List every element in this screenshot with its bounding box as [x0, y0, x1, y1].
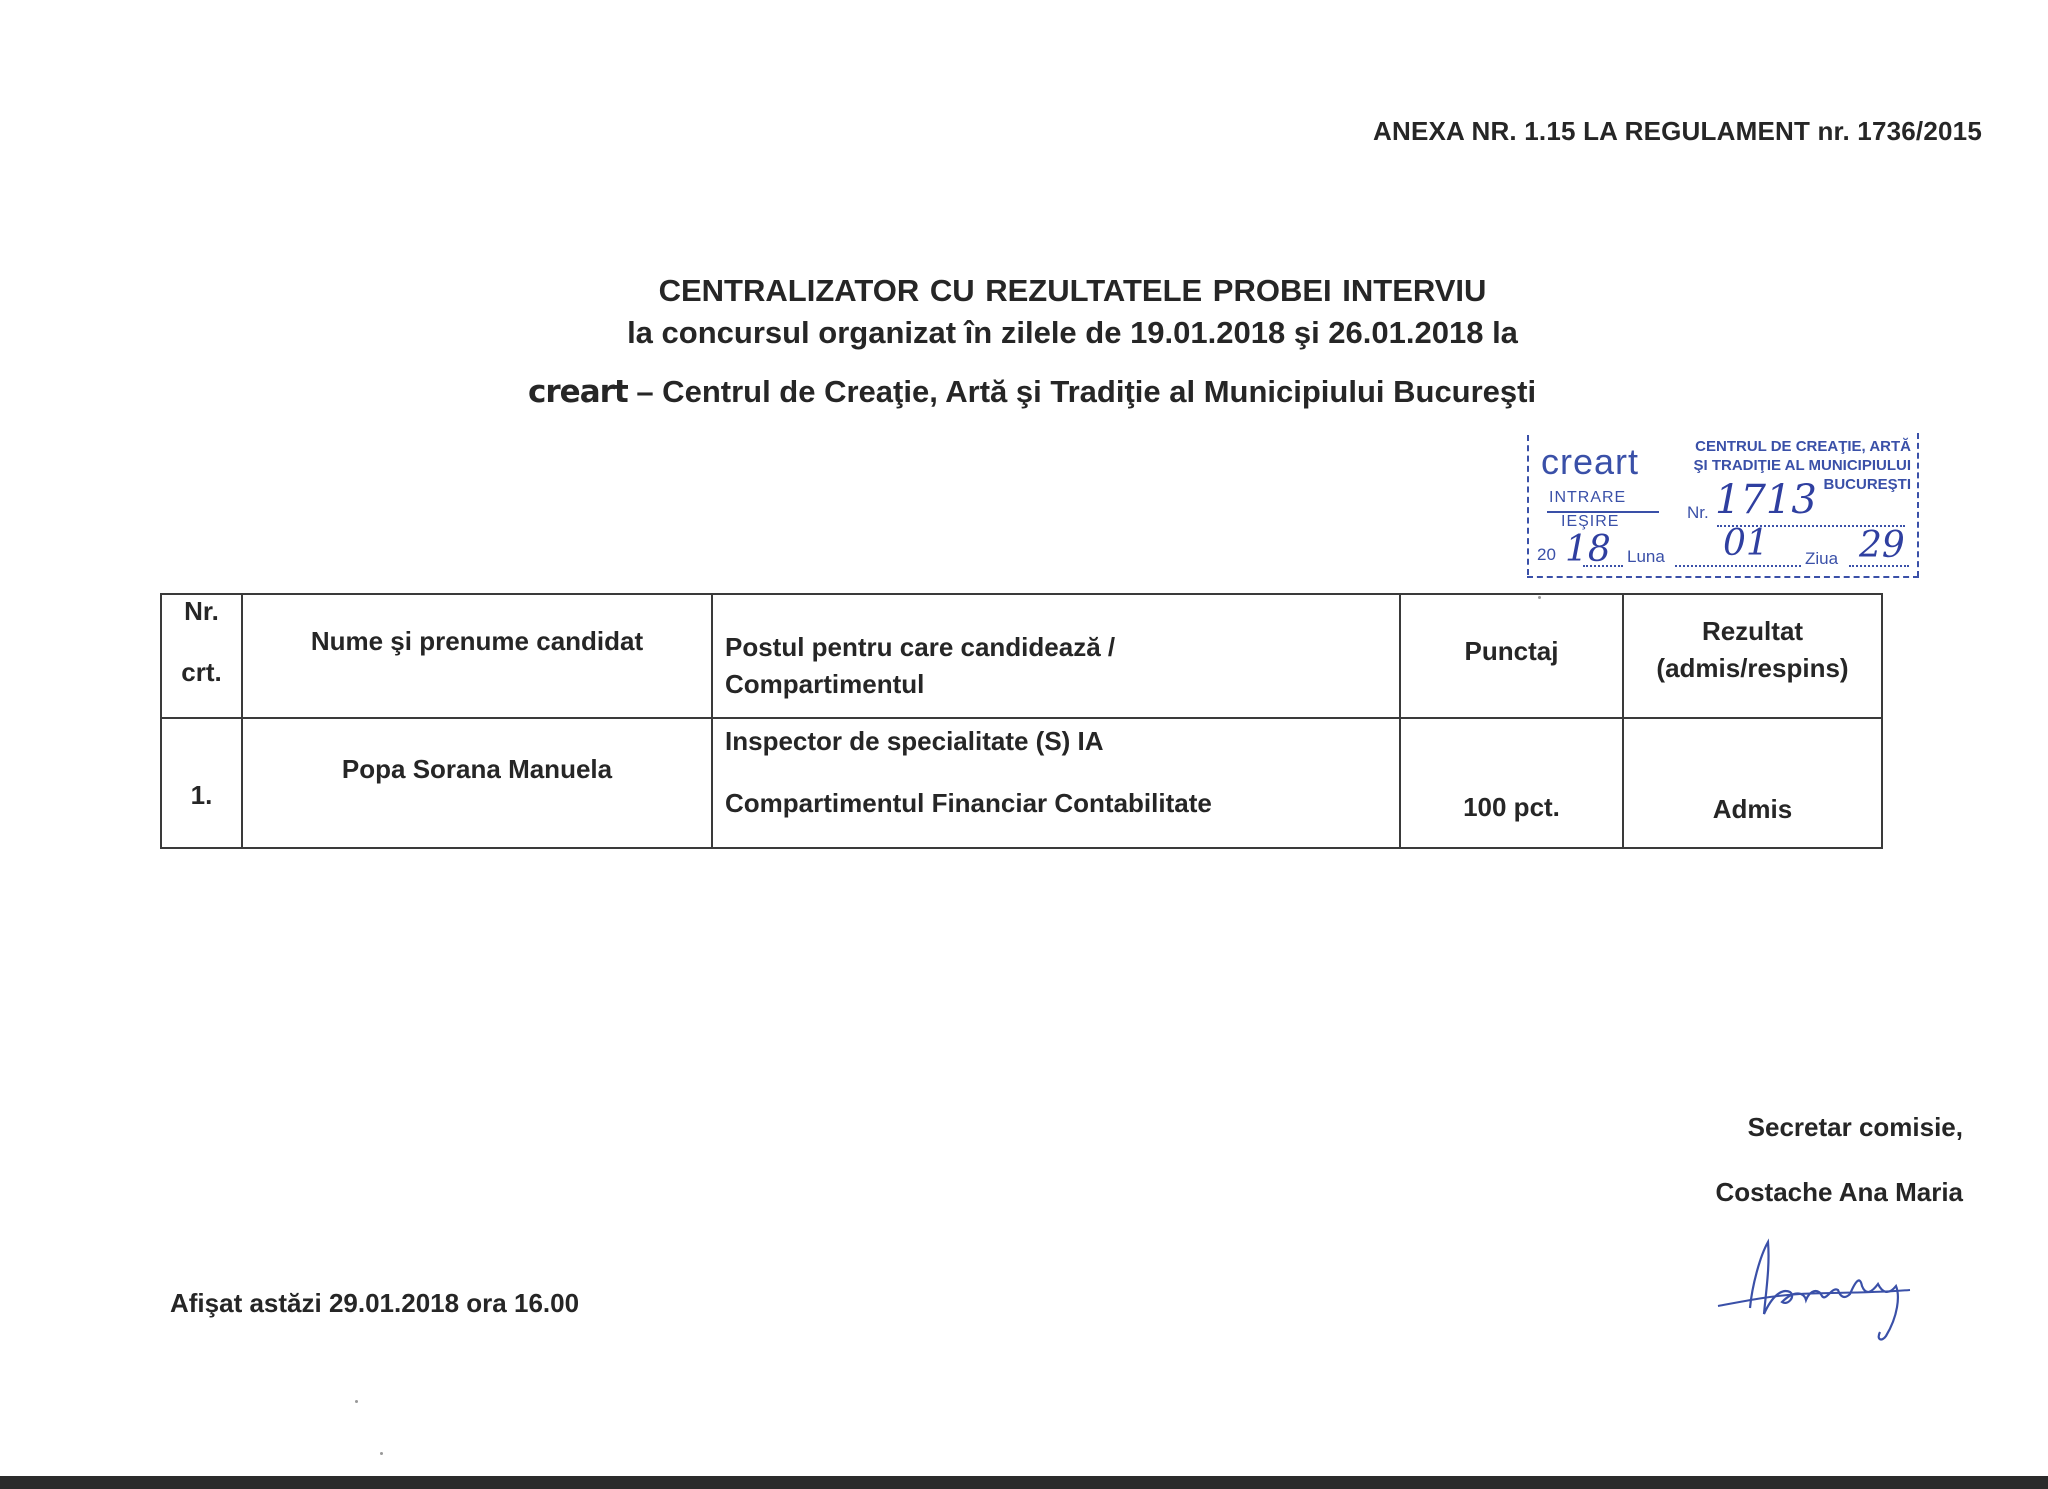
stamp-ziua-value: 29: [1859, 525, 1905, 566]
document-title: [400, 270, 1745, 354]
table-col-divider-2: [711, 593, 713, 849]
stamp-border-right: [1917, 433, 1919, 577]
header-post-line-2: Compartimentul: [725, 669, 925, 699]
header-nr-line-2: crt.: [181, 657, 222, 687]
handwritten-signature: [1710, 1236, 1930, 1356]
stamp-institution-line-2: ŞI TRADIŢIE AL MUNICIPIULUI: [1693, 457, 1911, 474]
table-border-top: [160, 593, 1883, 595]
scan-speck: [1538, 596, 1541, 599]
stamp-year-prefix: 20: [1537, 545, 1556, 564]
stamp-luna-label: Luna: [1627, 547, 1665, 566]
table-header-divider: [160, 717, 1883, 719]
header-result: [1624, 613, 1881, 687]
stamp-luna-value: 01: [1723, 523, 1769, 564]
header-nr: [162, 593, 241, 691]
header-post: [725, 629, 1115, 703]
table-border-bottom: [160, 847, 1883, 849]
institution-name: – Centrul de Creaţie, Artă şi Tradiţie al Municipiului Bucureşti: [627, 374, 1537, 409]
stamp-logo: creart: [1541, 441, 1640, 482]
header-name: Nume şi prenume candidat: [310, 626, 644, 656]
row-1-department: Compartimentul Financiar Contabilitate: [725, 788, 1212, 818]
row-1-nr: 1.: [190, 780, 213, 810]
row-1-name: Popa Sorana Manuela: [341, 754, 613, 784]
stamp-dots-year: [1583, 565, 1623, 567]
header-nr-line-1: Nr.: [184, 596, 219, 626]
annex-reference: ANEXA NR. 1.15 LA REGULAMENT nr. 1736/2015: [1373, 116, 1982, 146]
secretary-label: Secretar comisie,: [1747, 1112, 1963, 1142]
header-result-line-2: (admis/respins): [1656, 653, 1849, 683]
stamp-nr-label: Nr.: [1687, 503, 1709, 522]
title-line-2: la concursul organizat în zilele de 19.01.2018 şi 26.01.2018 la: [627, 315, 1518, 350]
header-post-line-1: Postul pentru care candidează /: [725, 632, 1116, 662]
stamp-iesire: IEŞIRE: [1561, 513, 1620, 530]
stamp-dots-ziua: [1849, 565, 1909, 567]
stamp-border-left: [1527, 435, 1529, 575]
title-line-3: [528, 374, 1536, 410]
stamp-dots-luna: [1675, 565, 1801, 567]
results-table: [160, 593, 1883, 857]
posted-date: Afişat astăzi 29.01.2018 ora 16.00: [170, 1288, 580, 1318]
table-border-right: [1881, 593, 1883, 849]
stamp-border-bottom: [1527, 576, 1919, 578]
stamp-year-value: 18: [1565, 529, 1611, 570]
row-1-result: Admis: [1712, 794, 1793, 824]
scan-bottom-edge: [0, 1476, 2048, 1489]
stamp-institution-line-3: BUCUREŞTI: [1823, 476, 1911, 493]
header-score: Punctaj: [1464, 636, 1559, 666]
title-line-1: CENTRALIZATOR CU REZULTATELE PROBEI INTERVIU: [658, 273, 1487, 308]
stamp-institution-line-1: CENTRUL DE CREAŢIE, ARTĂ: [1695, 438, 1911, 455]
row-1-post: Inspector de specialitate (S) IA: [725, 726, 1104, 756]
stamp-intrare: INTRARE: [1549, 489, 1627, 506]
stamp-ziua-label: Ziua: [1805, 549, 1839, 568]
scan-speck: [355, 1400, 358, 1403]
registration-stamp: [1527, 433, 1919, 578]
creart-brand: creart: [528, 374, 628, 410]
header-result-line-1: Rezultat: [1701, 616, 1804, 646]
secretary-name: Costache Ana Maria: [1715, 1177, 1963, 1207]
stamp-nr-value: 1713: [1715, 477, 1817, 523]
scan-speck: [380, 1452, 383, 1455]
row-1-score: 100 pct.: [1463, 792, 1560, 822]
